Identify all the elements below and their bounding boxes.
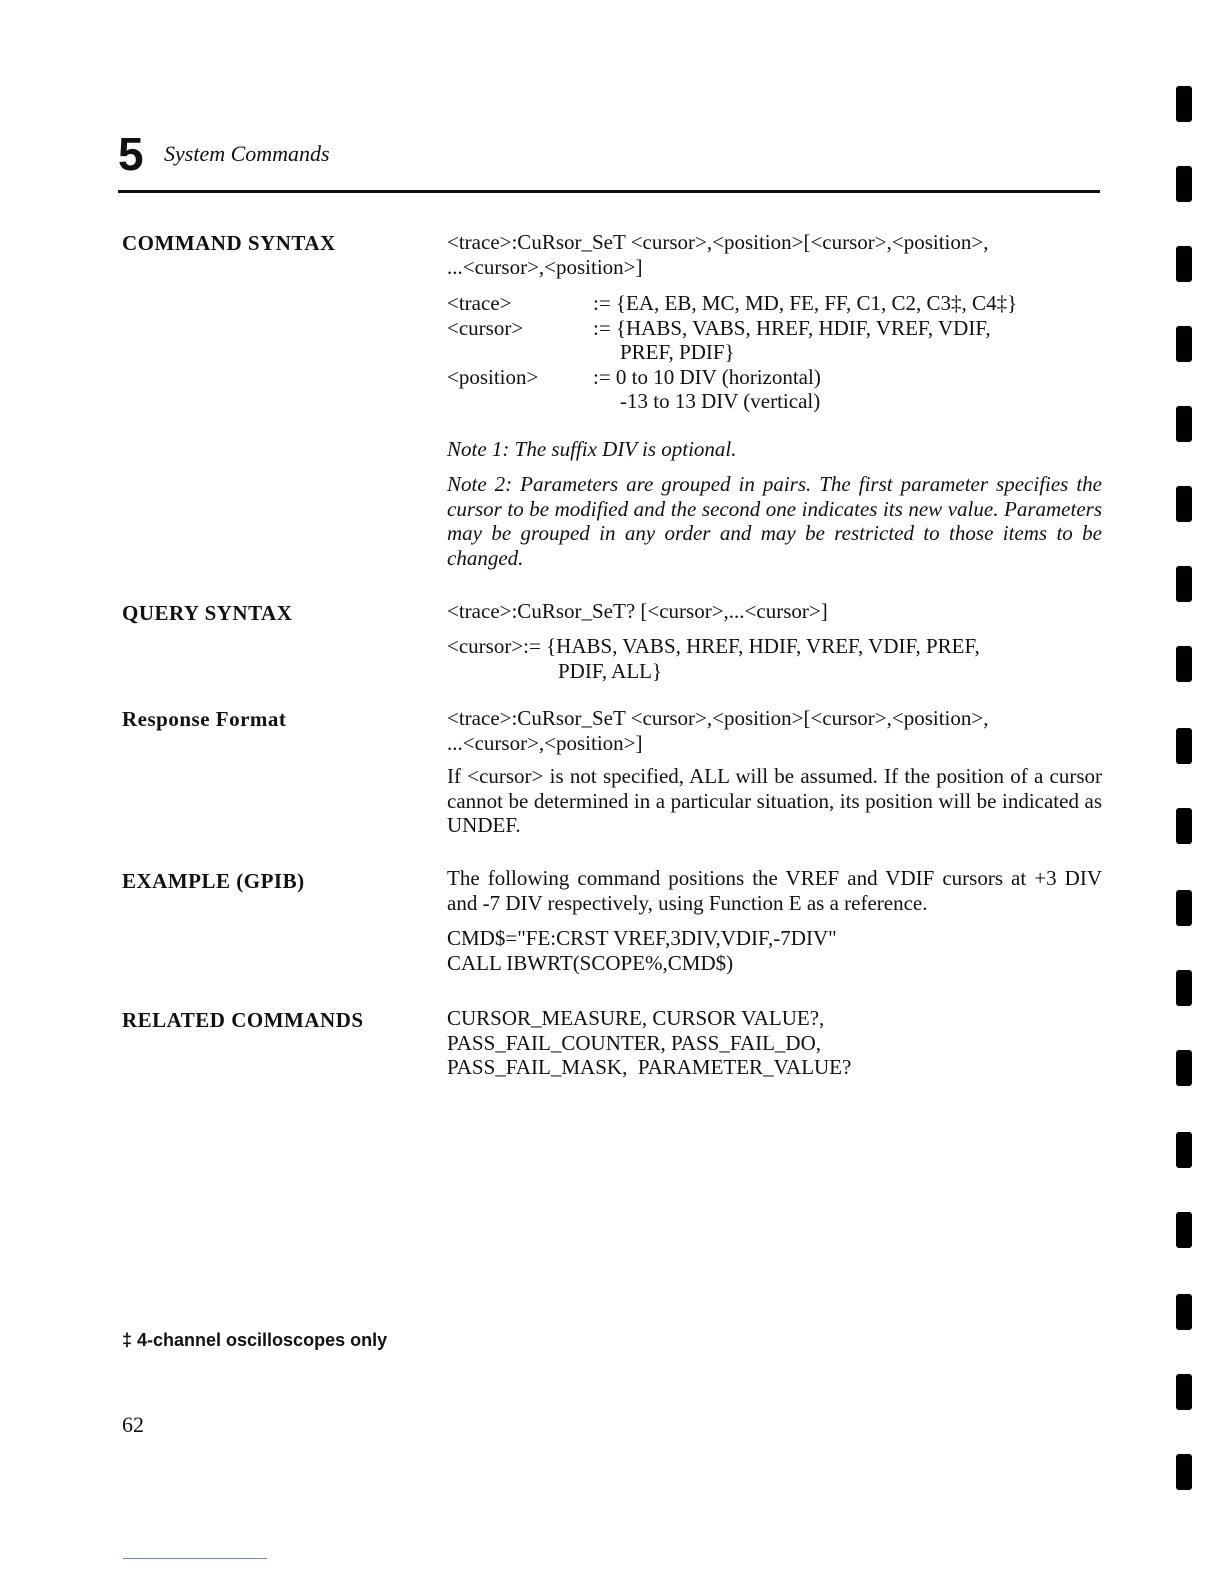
definition-key: <position> bbox=[447, 364, 539, 389]
related-commands-list bbox=[447, 1006, 1102, 1080]
definition-key bbox=[447, 389, 593, 414]
edge-tab bbox=[1176, 326, 1192, 362]
parameter-definitions bbox=[447, 291, 1102, 414]
query-cursor-line: <cursor>:= {HABS, VABS, HREF, HDIF, VREF, VDIF, PREF, bbox=[447, 634, 980, 658]
definition-key: <trace> bbox=[447, 291, 512, 315]
definition-value: := 0 to 10 DIV (horizontal) bbox=[593, 364, 821, 389]
edge-tab bbox=[1176, 1212, 1192, 1248]
query-cursor-definition bbox=[447, 634, 1102, 683]
chapter-number: 5 bbox=[118, 128, 144, 180]
response-format-label: Response Format bbox=[122, 707, 287, 731]
definition-key bbox=[447, 340, 593, 365]
definition-value: -13 to 13 DIV (vertical) bbox=[620, 389, 821, 413]
definition-value: := {HABS, VABS, HREF, HDIF, VREF, VDIF, bbox=[593, 315, 991, 340]
note-2: Note 2: Parameters are grouped in pairs. The first parameter specifies the cursor to be modified and the second one indicates its new value. Parameters may be grouped in any order and may be restricted to those items to be changed. bbox=[447, 472, 1102, 570]
page-number: 62 bbox=[122, 1412, 144, 1437]
query-cursor-line: PDIF, ALL} bbox=[558, 658, 663, 683]
response-format-text: If <cursor> is not specified, ALL will be assumed. If the position of a cursor cannot be determined in a particular situation, its position will be indicated as UNDEF. bbox=[447, 764, 1102, 837]
edge-tab bbox=[1176, 406, 1192, 442]
related-commands-line: PASS_FAIL_COUNTER, PASS_FAIL_DO, bbox=[447, 1030, 822, 1055]
edge-tab bbox=[1176, 1374, 1192, 1410]
edge-tab bbox=[1176, 1294, 1192, 1330]
syntax-line: ...<cursor>,<position>] bbox=[447, 730, 643, 755]
code-line: CMD$="FE:CRST VREF,3DIV,VDIF,-7DIV" bbox=[447, 926, 837, 950]
edge-tab bbox=[1176, 246, 1192, 282]
syntax-line: ...<cursor>,<position>] bbox=[447, 254, 643, 279]
related-commands-line: PASS_FAIL_MASK, PARAMETER_VALUE? bbox=[447, 1055, 852, 1079]
header-rule bbox=[118, 190, 1100, 193]
related-commands-label: RELATED COMMANDS bbox=[122, 1008, 364, 1032]
query-syntax-label: QUERY SYNTAX bbox=[122, 601, 293, 625]
query-syntax-line: <trace>:CuRsor_SeT? [<cursor>,...<cursor>] bbox=[447, 599, 828, 623]
footnote: ‡ 4-channel oscilloscopes only bbox=[122, 1330, 388, 1350]
edge-tab bbox=[1176, 86, 1192, 122]
example-code bbox=[447, 926, 1102, 975]
edge-tab bbox=[1176, 646, 1192, 682]
definition-key: <cursor> bbox=[447, 315, 524, 340]
note-1: Note 1: The suffix DIV is optional. bbox=[447, 437, 737, 461]
chapter-title: System Commands bbox=[164, 141, 330, 166]
edge-tab bbox=[1176, 728, 1192, 764]
syntax-line: <trace>:CuRsor_SeT <cursor>,<position>[<cursor>,<position>, bbox=[447, 230, 989, 254]
edge-tab bbox=[1176, 1454, 1192, 1490]
edge-tab bbox=[1176, 808, 1192, 844]
edge-tab bbox=[1176, 970, 1192, 1006]
related-commands-line: CURSOR_MEASURE, CURSOR VALUE?, bbox=[447, 1006, 825, 1030]
example-label: EXAMPLE (GPIB) bbox=[122, 869, 305, 893]
edge-tab bbox=[1176, 1132, 1192, 1168]
edge-tab bbox=[1176, 486, 1192, 522]
code-line: CALL IBWRT(SCOPE%,CMD$) bbox=[447, 950, 734, 975]
edge-tab bbox=[1176, 566, 1192, 602]
syntax-line: <trace>:CuRsor_SeT <cursor>,<position>[<cursor>,<position>, bbox=[447, 706, 989, 730]
response-format-syntax bbox=[447, 706, 1102, 755]
edge-tab bbox=[1176, 166, 1192, 202]
edge-tab bbox=[1176, 1050, 1192, 1086]
definition-value: := {EA, EB, MC, MD, FE, FF, C1, C2, C3‡, C4‡} bbox=[593, 291, 1018, 315]
command-syntax-label: COMMAND SYNTAX bbox=[122, 231, 336, 255]
scan-artifact-line bbox=[123, 1558, 267, 1559]
example-text: The following command positions the VREF and VDIF cursors at +3 DIV and -7 DIV respectively, using Function E as a reference. bbox=[447, 866, 1102, 915]
command-syntax-block bbox=[447, 230, 1102, 279]
definition-value: PREF, PDIF} bbox=[620, 340, 735, 364]
edge-tab bbox=[1176, 890, 1192, 926]
